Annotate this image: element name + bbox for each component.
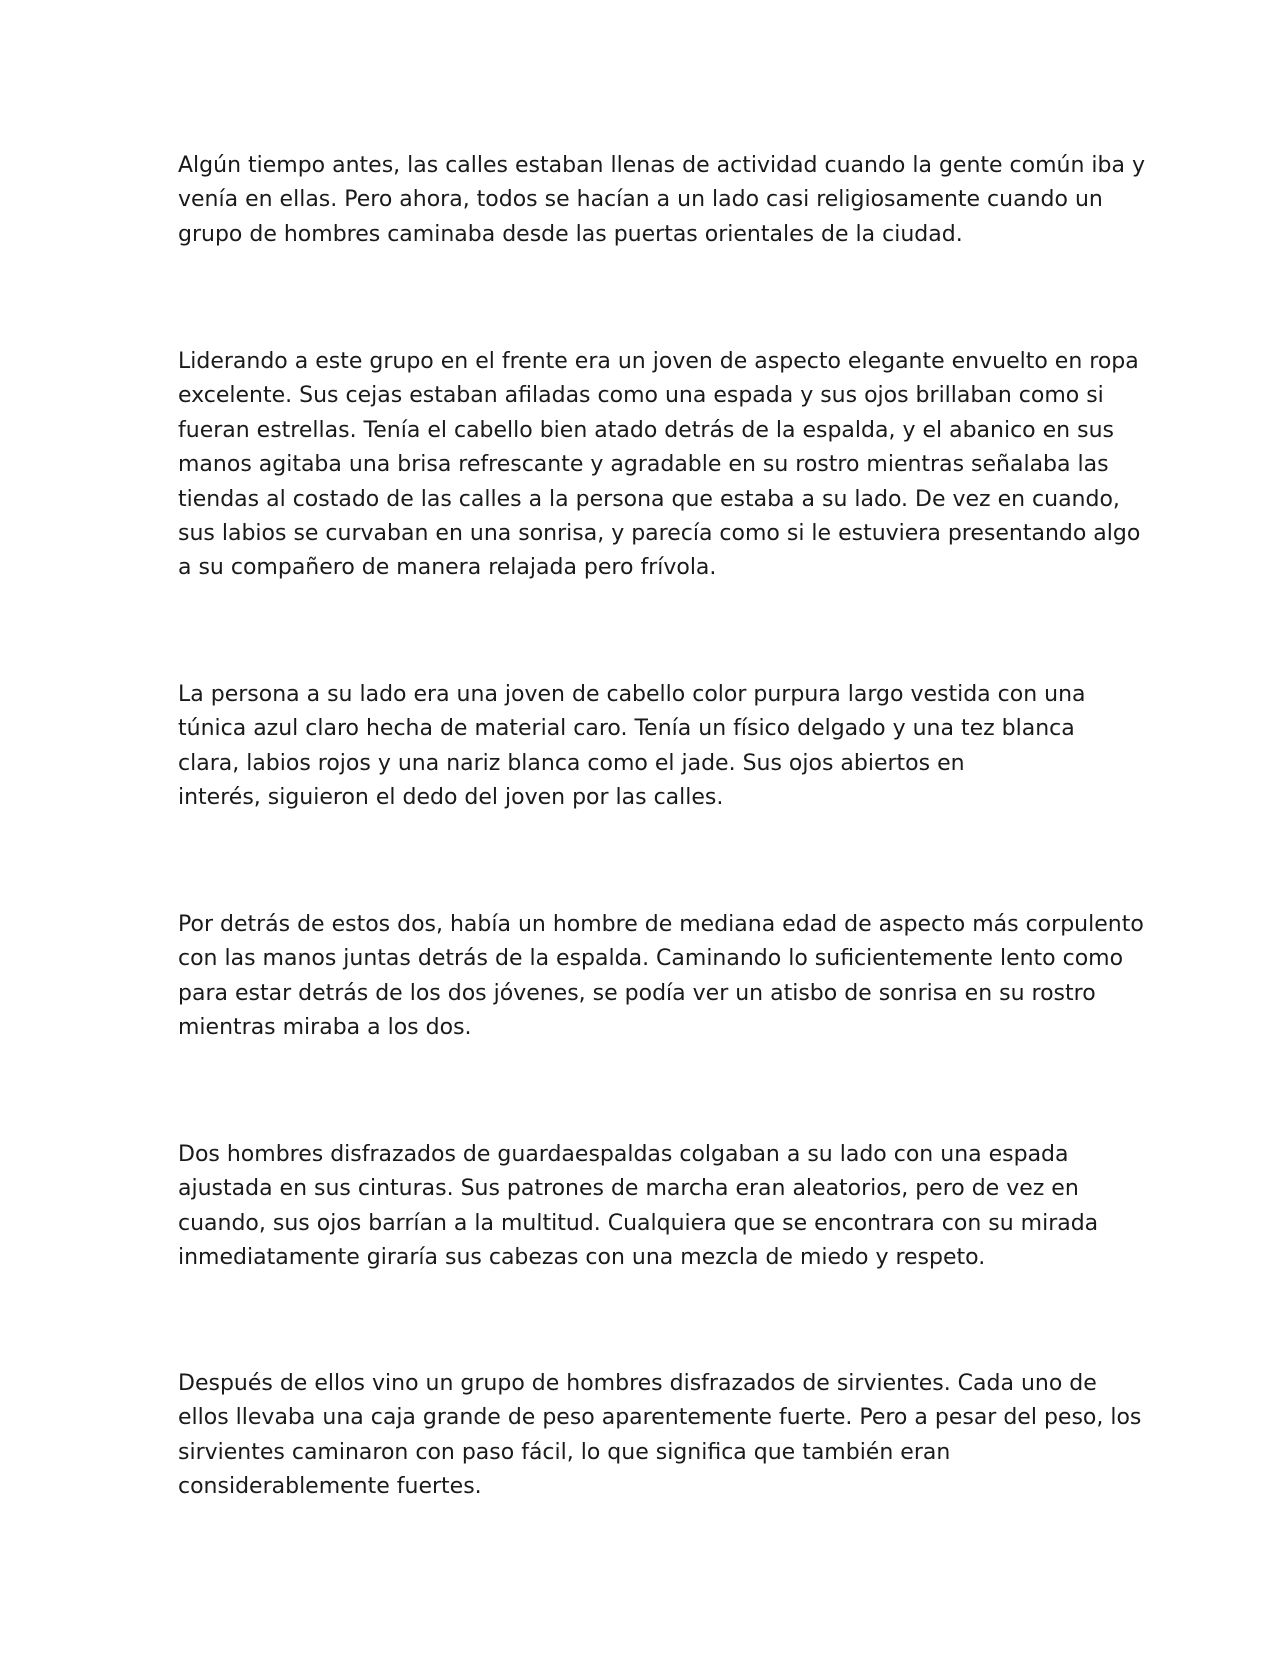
paragraph-5 (178, 1138, 1118, 1276)
paragraph-1-line-2: venía en ellas. Pero ahora, todos se hacían a un lado casi religiosamente cuando un (178, 187, 1103, 213)
paragraph-2 (178, 345, 1141, 586)
paragraph-6-line-4: considerablemente fuertes. (178, 1474, 482, 1500)
paragraph-2-line-3: fueran estrellas. Tenía el cabello bien atado detrás de la espalda, y el abanico en sus (178, 417, 1114, 443)
paragraph-6-line-2: ellos llevaba una caja grande de peso aparentemente fuerte. Pero a pesar del peso, los (178, 1405, 1142, 1431)
paragraph-2-line-2: excelente. Sus cejas estaban afiladas como una espada y sus ojos brillaban como si (178, 383, 1104, 409)
paragraph-3-line-3: clara, labios rojos y una nariz blanca como el jade. Sus ojos abiertos en (178, 750, 965, 776)
paragraph-5-line-4: inmediatamente giraría sus cabezas con una mezcla de miedo y respeto. (178, 1245, 986, 1271)
paragraph-5-line-1: Dos hombres disfrazados de guardaespaldas colgaban a su lado con una espada (178, 1142, 1069, 1167)
paragraph-2-line-5: tiendas al costado de las calles a la persona que estaba a su lado. De vez en cuando, (178, 486, 1120, 512)
paragraph-5-line-3: cuando, sus ojos barrían a la multitud. Cualquiera que se encontrara con su mirada (178, 1210, 1099, 1236)
paragraph-6 (178, 1367, 1142, 1505)
paragraph-3-line-2: túnica azul claro hecha de material caro. Tenía un físico delgado y una tez blanca (178, 716, 1075, 742)
paragraph-2-line-4: manos agitaba una brisa refrescante y agradable en su rostro mientras señalaba las (178, 452, 1109, 478)
paragraph-2-line-6: sus labios se curvaban en una sonrisa, y parecía como si le estuviera presentando algo (178, 521, 1141, 547)
paragraph-4-line-3: para estar detrás de los dos jóvenes, se podía ver un atisbo de sonrisa en su rostro (178, 980, 1096, 1006)
paragraph-4-line-4: mientras miraba a los dos. (178, 1015, 472, 1041)
paragraph-5-line-2: ajustada en sus cinturas. Sus patrones de marcha eran aleatorios, pero de vez en (178, 1176, 1079, 1202)
paragraph-4 (178, 908, 1144, 1046)
paragraph-1-line-3: grupo de hombres caminaba desde las puertas orientales de la ciudad. (178, 221, 963, 247)
paragraph-3-line-1: La persona a su lado era una joven de cabello color purpura largo vestida con una (178, 682, 1086, 707)
paragraph-4-line-1: Por detrás de estos dos, había un hombre de mediana edad de aspecto más corpulento (178, 912, 1144, 937)
paragraph-6-line-3: sirvientes caminaron con paso fácil, lo que significa que también eran (178, 1439, 951, 1465)
paragraph-2-line-1: Liderando a este grupo en el frente era un joven de aspecto elegante envuelto en ropa (178, 349, 1139, 374)
paragraph-2-line-7: a su compañero de manera relajada pero frívola. (178, 555, 717, 581)
paragraph-3-line-4: interés, siguieron el dedo del joven por las calles. (178, 785, 724, 811)
paragraph-6-line-1: Después de ellos vino un grupo de hombres disfrazados de sirvientes. Cada uno de (178, 1371, 1097, 1396)
paragraph-3 (178, 678, 1118, 816)
paragraph-4-line-2: con las manos juntas detrás de la espalda. Caminando lo suficientemente lento como (178, 946, 1124, 972)
paragraph-1 (178, 149, 1145, 252)
paragraph-1-line-1: Algún tiempo antes, las calles estaban llenas de actividad cuando la gente común iba y (178, 153, 1145, 178)
